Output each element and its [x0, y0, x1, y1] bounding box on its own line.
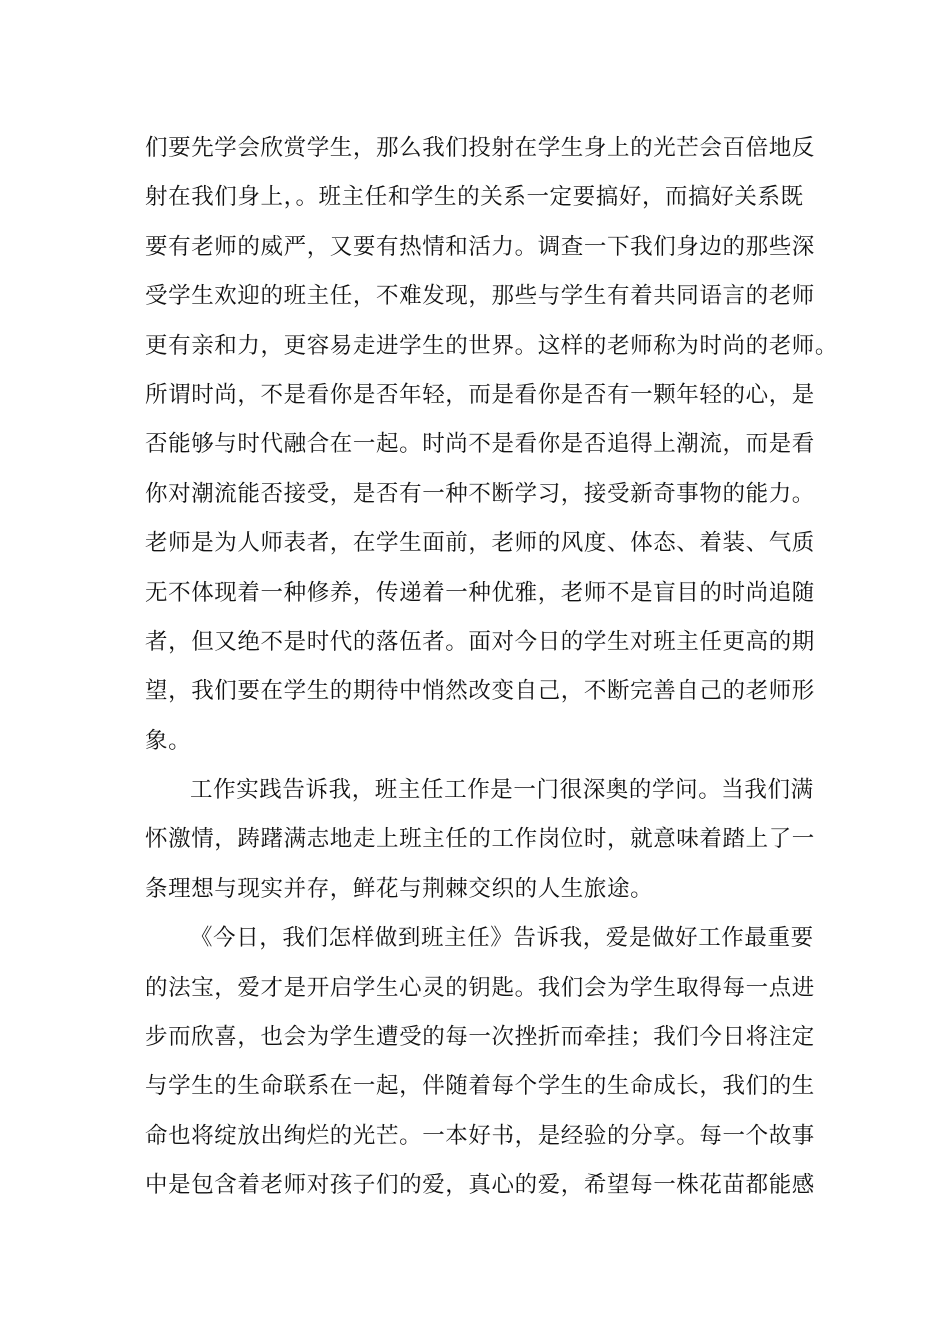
- text-line: 无不体现着一种修养，传递着一种优雅，老师不是盲目的时尚追随: [145, 579, 815, 606]
- text-line: 要有老师的威严，又要有热情和活力。调查一下我们身边的那些深: [145, 233, 815, 260]
- text-line: 者，但又绝不是时代的落伍者。面对今日的学生对班主任更高的期: [145, 628, 815, 655]
- text-line: 你对潮流能否接受，是否有一种不断学习，接受新奇事物的能力。: [145, 480, 815, 507]
- text-line: 中是包含着老师对孩子们的爱，真心的爱，希望每一株花苗都能感: [145, 1172, 815, 1199]
- text-line: 条理想与现实并存，鲜花与荆棘交织的人生旅途。: [145, 875, 654, 902]
- text-line: 更有亲和力，更容易走进学生的世界。这样的老师称为时尚的老师。: [145, 332, 839, 359]
- text-line: 望，我们要在学生的期待中悄然改变自己，不断完善自己的老师形: [145, 678, 815, 705]
- text-line: 与学生的生命联系在一起，伴随着每个学生的生命成长，我们的生: [145, 1073, 815, 1100]
- text-line: 怀激情，踌躇满志地走上班主任的工作岗位时，就意味着踏上了一: [145, 826, 815, 853]
- paragraph-3: [145, 914, 825, 1210]
- text-line: 受学生欢迎的班主任，不难发现，那些与学生有着共同语言的老师: [145, 283, 815, 310]
- text-line: 《今日，我们怎样做到班主任》告诉我，爱是做好工作最重要: [190, 925, 814, 952]
- text-line: 否能够与时代融合在一起。时尚不是看你是否追得上潮流，而是看: [145, 431, 815, 458]
- paragraph-1: [145, 124, 839, 766]
- text-line: 象。: [145, 727, 192, 754]
- text-line: 所谓时尚，不是看你是否年轻，而是看你是否有一颗年轻的心，是: [145, 381, 815, 408]
- text-line: 命也将绽放出绚烂的光芒。一本好书，是经验的分享。每一个故事: [145, 1122, 815, 1149]
- document-body: [145, 124, 839, 1211]
- text-line: 老师是为人师表者，在学生面前，老师的风度、体态、着装、气质: [145, 530, 815, 557]
- text-line: 们要先学会欣赏学生，那么我们投射在学生身上的光芒会百倍地反: [145, 135, 815, 161]
- text-line: 射在我们身上，。班主任和学生的关系一定要搞好，而搞好关系既: [145, 184, 804, 211]
- paragraph-2: [145, 766, 825, 914]
- text-line: 的法宝，爱才是开启学生心灵的钥匙。我们会为学生取得每一点进: [145, 974, 815, 1001]
- text-line: 工作实践告诉我，班主任工作是一门很深奥的学问。当我们满: [190, 777, 814, 804]
- text-line: 步而欣喜，也会为学生遭受的每一次挫折而牵挂；我们今日将注定: [145, 1024, 815, 1051]
